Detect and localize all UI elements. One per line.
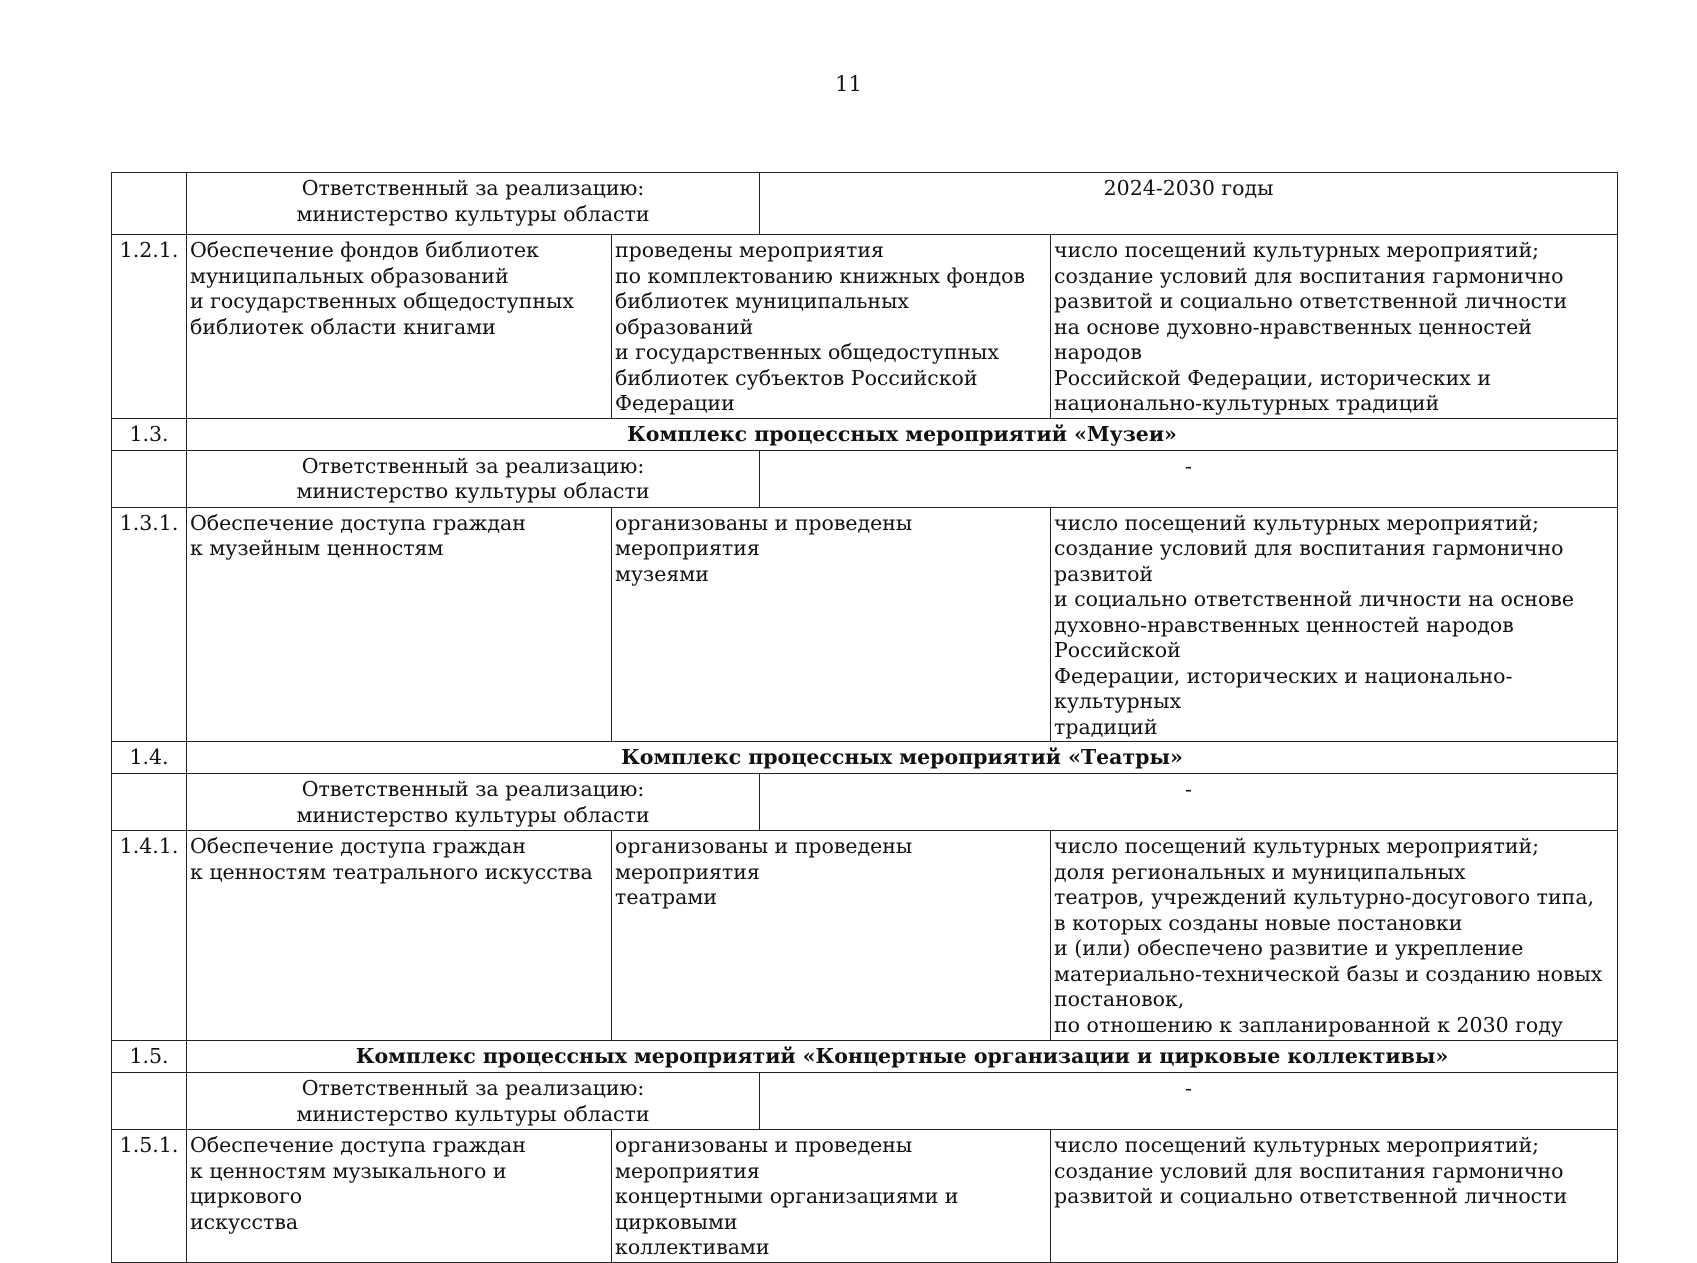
row-number [112,1073,187,1130]
period-cell: - [760,774,1618,831]
page-number: 11 [835,72,862,96]
item-row [112,831,1618,1041]
row-number [112,173,187,235]
section-title: Комплекс процессных мероприятий «Театры» [187,742,1618,774]
row-number [112,774,187,831]
section-row [112,1041,1618,1073]
responsible-row [112,774,1618,831]
effect-cell: организованы и проведены мероприятия музеями [612,507,1051,742]
period-cell: 2024-2030 годы [760,173,1618,235]
section-title: Комплекс процессных мероприятий «Концертные организации и цирковые коллективы» [187,1041,1618,1073]
item-row [112,507,1618,742]
responsible-row [112,1073,1618,1130]
section-row [112,418,1618,450]
task-cell: Обеспечение фондов библиотек муниципальных образований и государственных общедоступных библиотек области книгами [187,235,612,419]
row-number: 1.4. [112,742,187,774]
responsible-row [112,173,1618,235]
row-number: 1.4.1. [112,831,187,1041]
task-cell: Обеспечение доступа граждан к музейным ценностям [187,507,612,742]
period-cell: - [760,1073,1618,1130]
item-row [112,235,1618,419]
effect-cell: организованы и проведены мероприятия театрами [612,831,1051,1041]
indicator-cell: число посещений культурных мероприятий; доля региональных и муниципальных театров, учреждений культурно-досугового типа, в которых созданы новые постановки и (или) обеспечено развитие и укрепление материально-технической базы и созданию новых постановок, по отношению к запланированной к 2030 году [1051,831,1618,1041]
task-cell: Обеспечение доступа граждан к ценностям театрального искусства [187,831,612,1041]
period-cell: - [760,450,1618,507]
indicator-cell: число посещений культурных мероприятий; создание условий для воспитания гармонично развитой и социально ответственной личности [1051,1130,1618,1263]
row-number: 1.3. [112,418,187,450]
responsible-row [112,450,1618,507]
section-row [112,742,1618,774]
section-title: Комплекс процессных мероприятий «Музеи» [187,418,1618,450]
effect-cell: организованы и проведены мероприятия концертными организациями и цирковыми коллективами [612,1130,1051,1263]
row-number: 1.3.1. [112,507,187,742]
indicator-cell: число посещений культурных мероприятий; создание условий для воспитания гармонично развитой и социально ответственной личности на основе духовно-нравственных ценностей народов Российской Федерации, исторических и национально-культурных традиций [1051,507,1618,742]
effect-cell: проведены мероприятия по комплектованию книжных фондов библиотек муниципальных образований и государственных общедоступных библиотек субъектов Российской Федерации [612,235,1051,419]
row-number [112,450,187,507]
row-number: 1.2.1. [112,235,187,419]
responsible-cell: Ответственный за реализацию: министерство культуры области [187,774,760,831]
indicator-cell: число посещений культурных мероприятий; создание условий для воспитания гармонично развитой и социально ответственной личности на основе духовно-нравственных ценностей народов Российской Федерации, исторических и национально-культурных традиций [1051,235,1618,419]
row-number: 1.5.1. [112,1130,187,1263]
responsible-cell: Ответственный за реализацию: министерство культуры области [187,450,760,507]
row-number: 1.5. [112,1041,187,1073]
task-cell: Обеспечение доступа граждан к ценностям музыкального и циркового искусства [187,1130,612,1263]
item-row [112,1130,1618,1263]
responsible-cell: Ответственный за реализацию: министерство культуры области [187,1073,760,1130]
responsible-cell: Ответственный за реализацию: министерство культуры области [187,173,760,235]
events-table [111,172,1618,1263]
